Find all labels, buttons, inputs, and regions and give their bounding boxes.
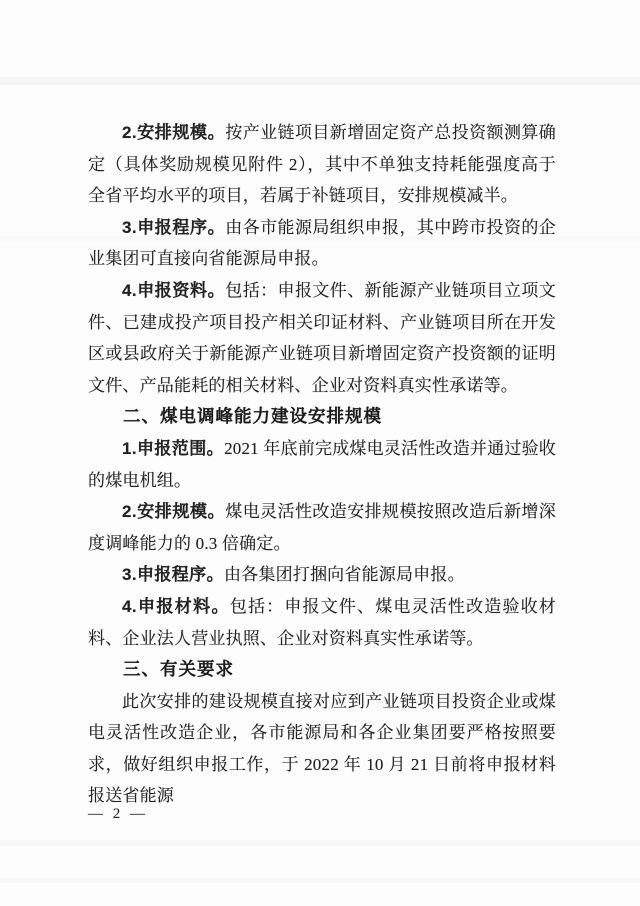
paragraph-application-materials-newenergy bbox=[88, 275, 556, 401]
paragraph-text: 由各集团打捆向省能源局申报。 bbox=[223, 565, 465, 585]
paragraph-application-procedure-newenergy bbox=[88, 212, 556, 275]
section-heading-coal-power-peak-shaving: 二、煤电调峰能力建设安排规模 bbox=[123, 406, 382, 427]
paragraph-text: 此次安排的建设规模直接对应到产业链项目投资企业或煤电灵活性改造企业，各市能源局和各企业集团要严格按照要求，做好组织申报工作，于 2022 年 10 月 21 日前将申报材料报送省能源 bbox=[88, 691, 556, 806]
paragraph-arrange-scale-coal bbox=[88, 496, 556, 559]
section-heading-requirements: 三、有关要求 bbox=[123, 659, 234, 680]
paragraph-run-in-label: 2.安排规模。 bbox=[122, 502, 226, 522]
scan-artifact-band bbox=[0, 878, 640, 883]
paragraph-run-in-label: 1.申报范围。 bbox=[122, 438, 225, 458]
page-number: — 2 — bbox=[88, 806, 148, 822]
scan-artifact-band bbox=[0, 840, 640, 846]
paragraph-arrange-scale-newenergy bbox=[88, 117, 556, 212]
paragraph-run-in-label: 2.安排规模。 bbox=[122, 123, 226, 142]
paragraph-requirements-body bbox=[88, 686, 556, 812]
paragraph-run-in-label: 3.申报程序。 bbox=[122, 565, 224, 585]
scan-artifact-band bbox=[0, 77, 640, 85]
paragraph-application-procedure-coal bbox=[88, 559, 556, 591]
document-body bbox=[88, 117, 556, 812]
paragraph-text: 由各市能源局组织申报，其中跨市投资的企业集团可直接向省能源局申报。 bbox=[88, 217, 556, 269]
paragraph-run-in-label: 4.申报材料。 bbox=[122, 596, 230, 616]
paragraph-text: 2021 年底前完成煤电灵活性改造并通过验收的煤电机组。 bbox=[88, 438, 556, 490]
paragraph-text: 包括：申报文件、煤电灵活性改造验收材料、企业法人营业执照、企业对资料真实性承诺等。 bbox=[88, 596, 556, 648]
paragraph-text: 包括：申报文件、新能源产业链项目立项文件、已建成投产项目投产相关印证材料、产业链项目所在开发区或县政府关于新能源产业链项目新增固定资产投资额的证明文件、产品能耗的相关材料、企业对资料真实性承诺等。 bbox=[88, 280, 556, 395]
paragraph-run-in-label: 4.申报资料。 bbox=[122, 280, 226, 300]
paragraph-text: 按产业链项目新增固定资产总投资额测算确定（具体奖励规模见附件 2），其中不单独支持耗能强度高于全省平均水平的项目，若属于补链项目，安排规模减半。 bbox=[88, 123, 556, 206]
paragraph-application-scope-coal bbox=[88, 433, 556, 496]
paragraph-text: 煤电灵活性改造安排规模按照改造后新增深度调峰能力的 0.3 倍确定。 bbox=[88, 502, 556, 553]
paragraph-application-materials-coal bbox=[88, 591, 556, 654]
paragraph-run-in-label: 3.申报程序。 bbox=[122, 217, 226, 237]
